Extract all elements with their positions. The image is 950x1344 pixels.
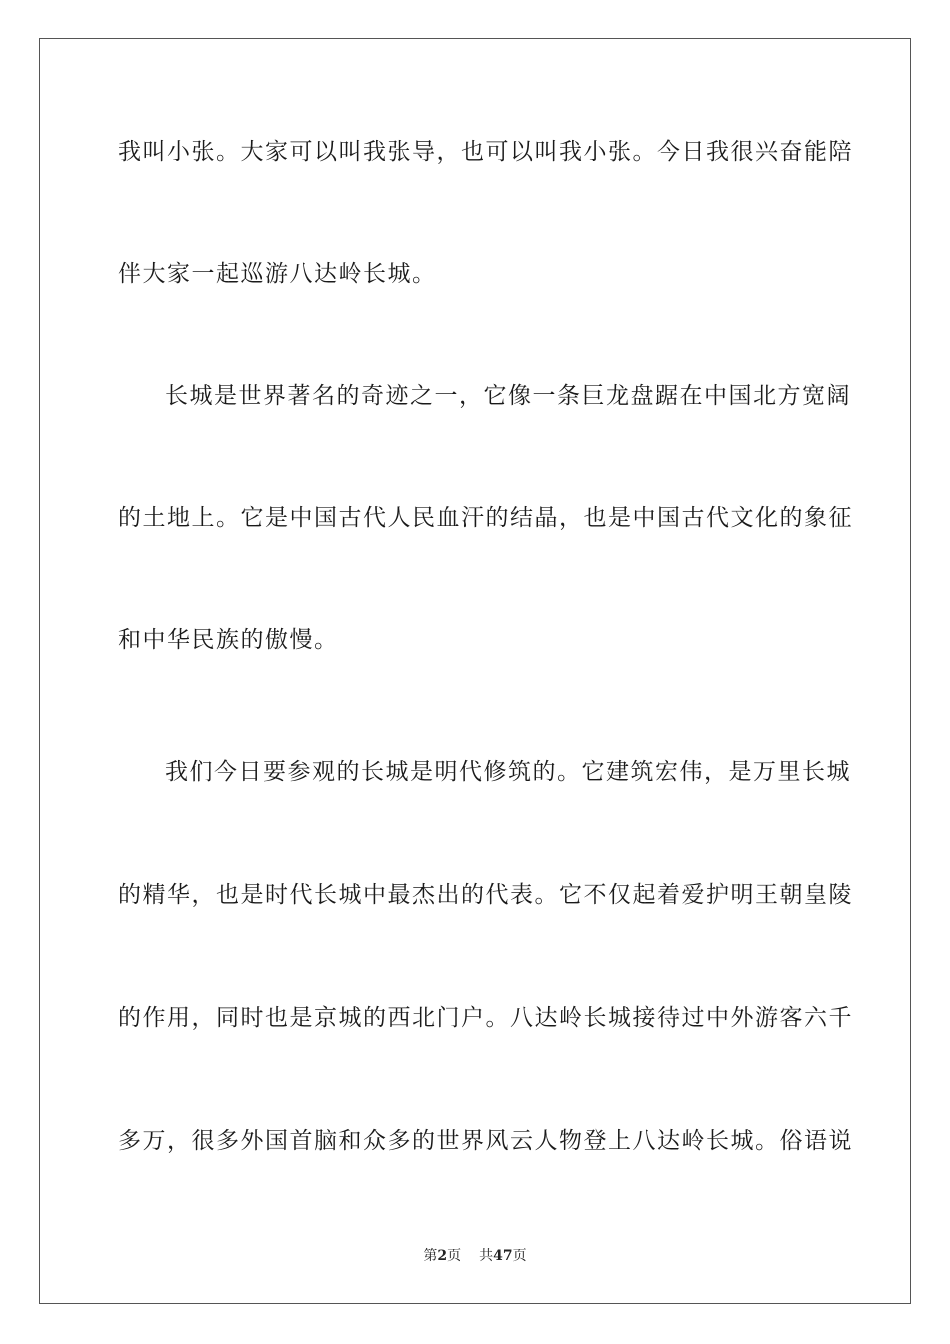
page-number: 2 (437, 1248, 448, 1264)
text-line-4: 的土地上。它是中国古代人民血汗的结晶，也是中国古代文化的象征 (118, 505, 853, 531)
text-line-3-paragraph-start: 长城是世界著名的奇迹之一，它像一条巨龙盘踞在中国北方宽阔 (165, 383, 851, 409)
text-line-1: 我叫小张。大家可以叫我张导，也可以叫我小张。今日我很兴奋能陪 (118, 139, 853, 165)
text-line-2: 伴大家一起巡游八达岭长城。 (118, 261, 437, 287)
total-prefix: 共 (479, 1248, 494, 1264)
total-pages: 47 (493, 1248, 513, 1264)
page-footer (0, 1247, 950, 1265)
text-line-9: 多万，很多外国首脑和众多的世界风云人物登上八达岭长城。俗语说 (118, 1128, 853, 1154)
page-suffix: 页 (447, 1248, 462, 1264)
text-line-8: 的作用，同时也是京城的西北门户。八达岭长城接待过中外游客六千 (118, 1005, 853, 1031)
text-line-5: 和中华民族的傲慢。 (118, 627, 339, 653)
text-line-6-paragraph-start: 我们今日要参观的长城是明代修筑的。它建筑宏伟，是万里长城 (165, 759, 851, 785)
text-line-7: 的精华，也是时代长城中最杰出的代表。它不仅起着爱护明王朝皇陵 (118, 882, 853, 908)
page-prefix: 第 (423, 1248, 438, 1264)
total-suffix: 页 (512, 1248, 527, 1264)
page-frame (39, 38, 911, 1304)
